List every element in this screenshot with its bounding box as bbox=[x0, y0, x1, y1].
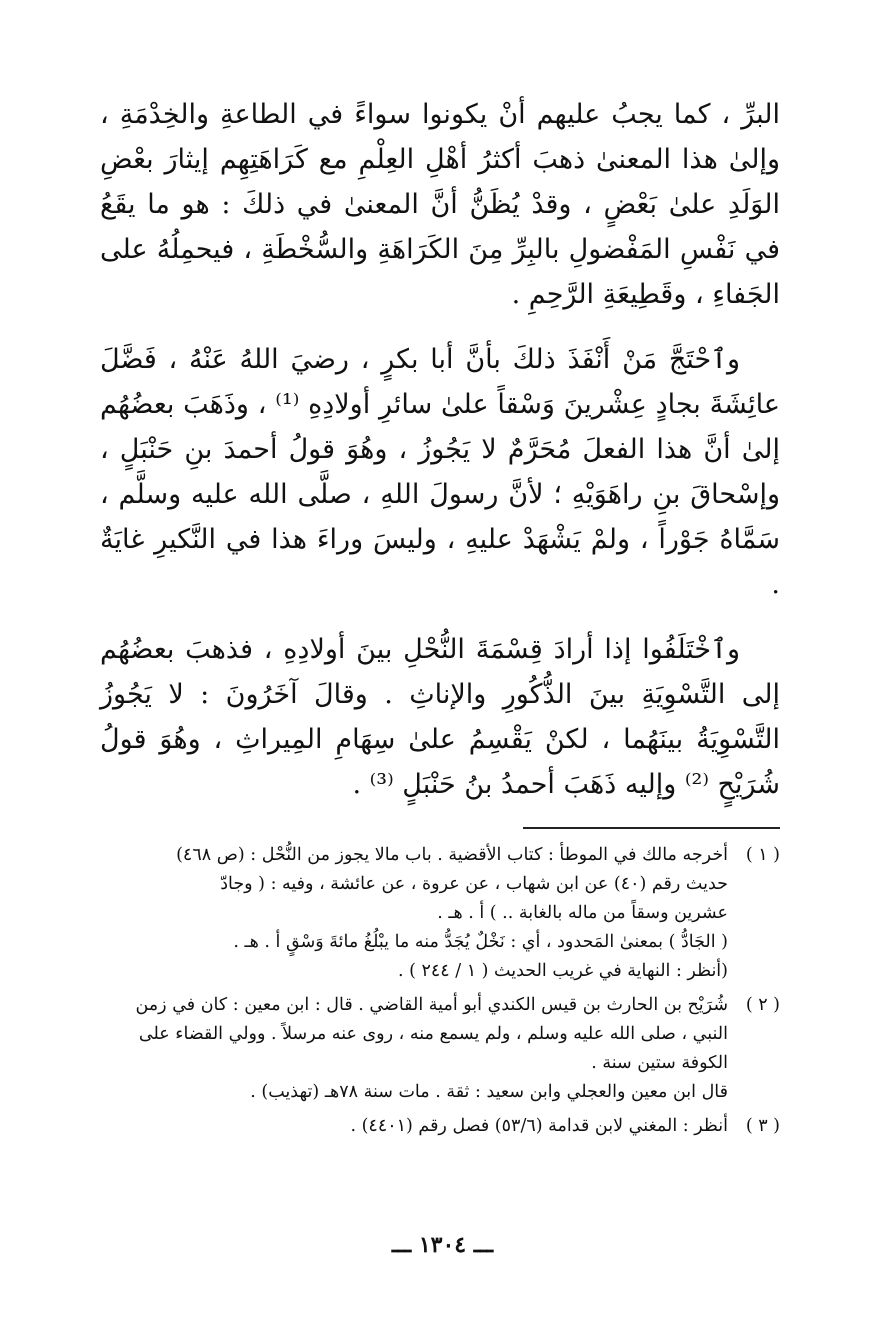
footnote-line: (أنظر : النهاية في غريب الحديث ( ١ / ٢٤٤ ) . bbox=[397, 961, 728, 981]
footnote-line: ( الجَادُّ ) بمعنىٰ المَحدود ، أي : نَخْلٌ يُجَدُّ منه ما يبْلُغُ مائةَ وَسْقٍ أ . هـ . bbox=[233, 932, 728, 952]
footnote-number: ( ٣ ) bbox=[745, 1116, 780, 1136]
footnote-line: عشرين وسقاً من ماله بالغابة .. ) أ . هـ . bbox=[437, 903, 728, 923]
footnote-divider bbox=[523, 827, 780, 829]
footnote-3 bbox=[100, 1112, 780, 1141]
page-content bbox=[100, 92, 780, 1146]
footnote-line: أنظر : المغني لابن قدامة (٥٣/٦) فصل رقم (٤٤٠١) . bbox=[350, 1116, 728, 1136]
footnote-1 bbox=[100, 841, 780, 986]
paragraph-3: وٱخْتَلَفُوا إذا أرادَ قِسْمَةَ النُّحْلِ بينَ أولادِهِ ، فذهبَ بعضُهُم إلى التَّسْوِيَةِ بينَ الذُّكُورِ والإناثِ . وقالَ آخَرُونَ : لا يَجُوزُ التَّسْوِيَةُ بينَهُما ، لكنْ يَقْسِمُ علىٰ سِهَامِ المِيراثِ ، وهُوَ قولُ شُرَيْحٍ ⁽²⁾ وإليه ذَهَبَ أحمدُ بنُ حَنْبَلٍ ⁽³⁾ . bbox=[100, 634, 780, 800]
footnote-2 bbox=[100, 991, 780, 1107]
footnotes bbox=[100, 841, 780, 1141]
footnote-line: قال ابن معين والعجلي وابن سعيد : ثقة . مات سنة ٧٨هـ (تهذيب) . bbox=[250, 1082, 728, 1102]
footnote-body bbox=[100, 1112, 728, 1141]
footnote-number: ( ٢ ) bbox=[745, 995, 780, 1015]
footnote-line: أخرجه مالك في الموطأ : كتاب الأقضية . باب مالا يجوز من النُّحْل : (ص ٤٦٨) bbox=[176, 845, 728, 865]
footnote-line: شُرَيْح بن الحارث بن قيس الكندي أبو أمية القاضي . قال : ابن معين : كان في زمن النبي ، صلى الله عليه وسلم ، ولم يسمع منه ، روى عنه مرسلاً . وولي القضاء على الكوفة ستين سنة . bbox=[135, 995, 728, 1073]
footnote-line: حديث رقم (٤٠) عن ابن شهاب ، عن عروة ، عن عائشة ، وفيه : ( وجادّ bbox=[220, 874, 728, 894]
paragraph-1: البرِّ ، كما يجبُ عليهم أنْ يكونوا سواءً في الطاعةِ والخِدْمَةِ ، وإلىٰ هذا المعنىٰ ذهبَ أكثرُ أهْلِ العِلْمِ مع كَرَاهَتِهِم إيثارَ بعْضِ الوَلَدِ علىٰ بَعْضٍ ، وقدْ يُظَنُّ أنَّ المعنىٰ في ذلكَ : هو ما يقَعُ في نَفْسِ المَفْضولِ بالبِرِّ مِنَ الكَرَاهَةِ والسُّخْطَةِ ، فيحمِلُهُ على الجَفاءِ ، وقَطِيعَةِ الرَّحِمِ . bbox=[100, 99, 780, 310]
footnote-body bbox=[100, 991, 728, 1107]
footnote-number: ( ١ ) bbox=[745, 845, 780, 865]
paragraph-2: وٱحْتَجَّ مَنْ أَنْفَذَ ذلكَ بأنَّ أبا بكرٍ ، رضيَ اللهُ عَنْهُ ، فَضَّلَ عائِشَةَ بجادٍ عِشْرينَ وَسْقاً علىٰ سائرِ أولادِهِ ⁽¹⁾ ، وذَهَبَ بعضُهُم إلىٰ أنَّ هذا الفعلَ مُحَرَّمٌ لا يَجُوزُ ، وهُوَ قولُ أحمدَ بنِ حَنْبَلٍ ، وإسْحاقَ بنِ راهَوَيْهِ ؛ لأنَّ رسولَ اللهِ ، صلَّى الله عليه وسلَّم ، سَمَّاهُ جَوْراً ، ولمْ يَشْهَدْ عليهِ ، وليسَ وراءَ هذا في النَّكيرِ غايَةٌ . bbox=[100, 344, 780, 600]
footnote-body bbox=[100, 841, 728, 986]
page-number: ـــ ١٣٠٤ ـــ bbox=[391, 1232, 494, 1258]
